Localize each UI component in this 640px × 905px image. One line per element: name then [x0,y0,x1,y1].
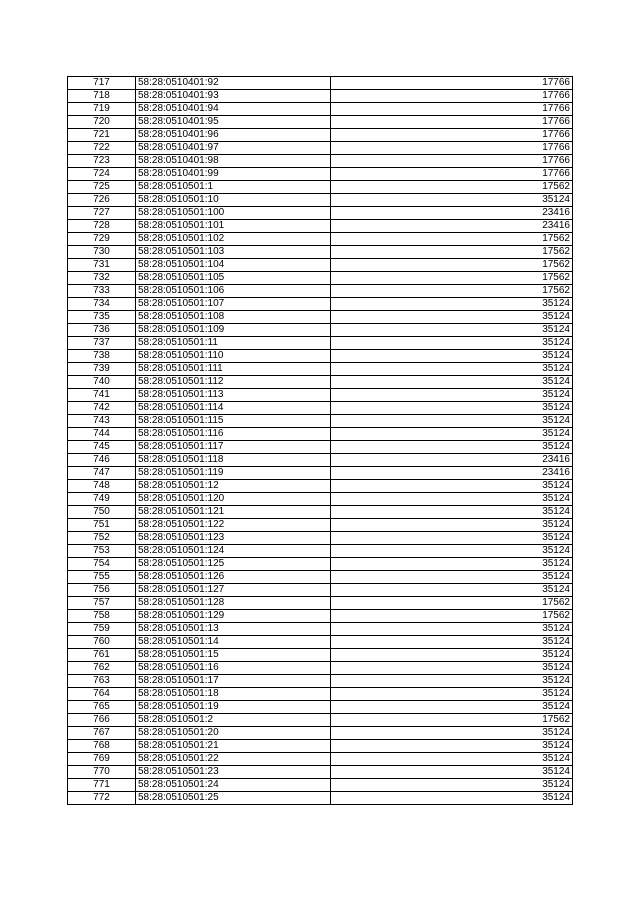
value-cell: 35124 [331,493,573,506]
cadastral-number-cell: 58:28:0510501:100 [136,207,331,220]
table-row [68,532,573,545]
cadastral-number-cell: 58:28:0510501:117 [136,441,331,454]
table-row [68,402,573,415]
value-cell: 23416 [331,454,573,467]
table-row [68,207,573,220]
value-cell: 17562 [331,233,573,246]
parcel-table-body [68,77,573,805]
table-row [68,298,573,311]
table-row [68,233,573,246]
row-number-cell: 718 [68,90,136,103]
value-cell: 35124 [331,623,573,636]
table-row [68,116,573,129]
row-number-cell: 734 [68,298,136,311]
table-row [68,415,573,428]
value-cell: 35124 [331,532,573,545]
table-row [68,285,573,298]
row-number-cell: 717 [68,77,136,90]
table-row [68,168,573,181]
cadastral-number-cell: 58:28:0510501:103 [136,246,331,259]
value-cell: 35124 [331,571,573,584]
row-number-cell: 769 [68,753,136,766]
table-row [68,142,573,155]
value-cell: 23416 [331,467,573,480]
cadastral-number-cell: 58:28:0510501:108 [136,311,331,324]
table-row [68,623,573,636]
row-number-cell: 755 [68,571,136,584]
table-row [68,571,573,584]
row-number-cell: 744 [68,428,136,441]
table-row [68,428,573,441]
table-row [68,662,573,675]
row-number-cell: 738 [68,350,136,363]
row-number-cell: 743 [68,415,136,428]
table-row [68,246,573,259]
cadastral-number-cell: 58:28:0510501:15 [136,649,331,662]
cadastral-number-cell: 58:28:0510501:110 [136,350,331,363]
value-cell: 35124 [331,558,573,571]
table-row [68,311,573,324]
row-number-cell: 762 [68,662,136,675]
table-row [68,597,573,610]
value-cell: 35124 [331,402,573,415]
cadastral-number-cell: 58:28:0510501:19 [136,701,331,714]
table-row [68,220,573,233]
value-cell: 35124 [331,519,573,532]
row-number-cell: 764 [68,688,136,701]
value-cell: 35124 [331,506,573,519]
cadastral-number-cell: 58:28:0510501:116 [136,428,331,441]
cadastral-number-cell: 58:28:0510501:127 [136,584,331,597]
cadastral-number-cell: 58:28:0510501:123 [136,532,331,545]
table-row [68,506,573,519]
cadastral-number-cell: 58:28:0510501:2 [136,714,331,727]
table-row [68,181,573,194]
value-cell: 17766 [331,129,573,142]
table-row [68,259,573,272]
value-cell: 35124 [331,792,573,805]
cadastral-number-cell: 58:28:0510501:105 [136,272,331,285]
cadastral-number-cell: 58:28:0510501:12 [136,480,331,493]
value-cell: 17766 [331,116,573,129]
row-number-cell: 761 [68,649,136,662]
value-cell: 17562 [331,714,573,727]
table-row [68,155,573,168]
row-number-cell: 760 [68,636,136,649]
table-row [68,441,573,454]
row-number-cell: 721 [68,129,136,142]
cadastral-number-cell: 58:28:0510401:96 [136,129,331,142]
table-row [68,545,573,558]
table-row [68,766,573,779]
value-cell: 17562 [331,610,573,623]
cadastral-number-cell: 58:28:0510501:129 [136,610,331,623]
table-row [68,363,573,376]
parcel-table [67,76,573,805]
value-cell: 17562 [331,272,573,285]
row-number-cell: 737 [68,337,136,350]
cadastral-number-cell: 58:28:0510501:1 [136,181,331,194]
row-number-cell: 740 [68,376,136,389]
row-number-cell: 754 [68,558,136,571]
row-number-cell: 747 [68,467,136,480]
row-number-cell: 768 [68,740,136,753]
cadastral-number-cell: 58:28:0510501:115 [136,415,331,428]
row-number-cell: 751 [68,519,136,532]
table-row [68,389,573,402]
value-cell: 17562 [331,259,573,272]
row-number-cell: 757 [68,597,136,610]
row-number-cell: 772 [68,792,136,805]
cadastral-number-cell: 58:28:0510501:109 [136,324,331,337]
row-number-cell: 756 [68,584,136,597]
row-number-cell: 766 [68,714,136,727]
table-row [68,727,573,740]
value-cell: 35124 [331,350,573,363]
cadastral-number-cell: 58:28:0510501:112 [136,376,331,389]
cadastral-number-cell: 58:28:0510501:122 [136,519,331,532]
cadastral-number-cell: 58:28:0510501:21 [136,740,331,753]
table-row [68,90,573,103]
cadastral-number-cell: 58:28:0510501:24 [136,779,331,792]
value-cell: 17766 [331,142,573,155]
table-row [68,350,573,363]
value-cell: 35124 [331,662,573,675]
cadastral-number-cell: 58:28:0510401:94 [136,103,331,116]
table-row [68,792,573,805]
row-number-cell: 745 [68,441,136,454]
cadastral-number-cell: 58:28:0510501:102 [136,233,331,246]
cadastral-number-cell: 58:28:0510501:101 [136,220,331,233]
cadastral-number-cell: 58:28:0510401:93 [136,90,331,103]
value-cell: 35124 [331,688,573,701]
row-number-cell: 763 [68,675,136,688]
value-cell: 17562 [331,246,573,259]
row-number-cell: 741 [68,389,136,402]
cadastral-number-cell: 58:28:0510501:20 [136,727,331,740]
row-number-cell: 758 [68,610,136,623]
cadastral-number-cell: 58:28:0510501:107 [136,298,331,311]
row-number-cell: 719 [68,103,136,116]
table-row [68,558,573,571]
row-number-cell: 729 [68,233,136,246]
row-number-cell: 726 [68,194,136,207]
value-cell: 35124 [331,480,573,493]
table-row [68,493,573,506]
value-cell: 35124 [331,649,573,662]
value-cell: 35124 [331,311,573,324]
table-row [68,584,573,597]
table-row [68,519,573,532]
table-row [68,129,573,142]
cadastral-number-cell: 58:28:0510401:95 [136,116,331,129]
cadastral-number-cell: 58:28:0510501:106 [136,285,331,298]
cadastral-number-cell: 58:28:0510501:18 [136,688,331,701]
row-number-cell: 732 [68,272,136,285]
value-cell: 35124 [331,753,573,766]
table-row [68,675,573,688]
row-number-cell: 723 [68,155,136,168]
value-cell: 35124 [331,389,573,402]
cadastral-number-cell: 58:28:0510501:13 [136,623,331,636]
row-number-cell: 765 [68,701,136,714]
cadastral-number-cell: 58:28:0510501:120 [136,493,331,506]
row-number-cell: 771 [68,779,136,792]
cadastral-number-cell: 58:28:0510401:99 [136,168,331,181]
cadastral-number-cell: 58:28:0510501:114 [136,402,331,415]
row-number-cell: 750 [68,506,136,519]
value-cell: 17562 [331,181,573,194]
cadastral-number-cell: 58:28:0510501:113 [136,389,331,402]
cadastral-number-cell: 58:28:0510501:126 [136,571,331,584]
cadastral-number-cell: 58:28:0510501:104 [136,259,331,272]
row-number-cell: 728 [68,220,136,233]
value-cell: 35124 [331,701,573,714]
table-row [68,337,573,350]
value-cell: 17766 [331,168,573,181]
cadastral-number-cell: 58:28:0510501:111 [136,363,331,376]
table-row [68,610,573,623]
value-cell: 35124 [331,766,573,779]
cadastral-number-cell: 58:28:0510501:118 [136,454,331,467]
value-cell: 35124 [331,428,573,441]
row-number-cell: 735 [68,311,136,324]
table-row [68,272,573,285]
table-row [68,688,573,701]
table-row [68,467,573,480]
cadastral-number-cell: 58:28:0510501:22 [136,753,331,766]
row-number-cell: 720 [68,116,136,129]
row-number-cell: 748 [68,480,136,493]
value-cell: 35124 [331,584,573,597]
table-row [68,454,573,467]
row-number-cell: 724 [68,168,136,181]
row-number-cell: 752 [68,532,136,545]
table-row [68,194,573,207]
table-row [68,649,573,662]
value-cell: 17562 [331,285,573,298]
row-number-cell: 759 [68,623,136,636]
row-number-cell: 736 [68,324,136,337]
cadastral-number-cell: 58:28:0510501:16 [136,662,331,675]
cadastral-number-cell: 58:28:0510501:25 [136,792,331,805]
table-row [68,701,573,714]
cadastral-number-cell: 58:28:0510501:17 [136,675,331,688]
row-number-cell: 727 [68,207,136,220]
value-cell: 17766 [331,155,573,168]
cadastral-number-cell: 58:28:0510501:128 [136,597,331,610]
table-row [68,324,573,337]
value-cell: 35124 [331,337,573,350]
table-row [68,714,573,727]
value-cell: 17766 [331,77,573,90]
value-cell: 35124 [331,324,573,337]
cadastral-number-cell: 58:28:0510501:119 [136,467,331,480]
table-row [68,779,573,792]
value-cell: 17766 [331,90,573,103]
value-cell: 35124 [331,363,573,376]
value-cell: 35124 [331,727,573,740]
cadastral-number-cell: 58:28:0510501:10 [136,194,331,207]
row-number-cell: 733 [68,285,136,298]
row-number-cell: 730 [68,246,136,259]
value-cell: 35124 [331,740,573,753]
table-row [68,740,573,753]
value-cell: 35124 [331,194,573,207]
cadastral-number-cell: 58:28:0510501:14 [136,636,331,649]
value-cell: 23416 [331,207,573,220]
cadastral-number-cell: 58:28:0510401:92 [136,77,331,90]
table-row [68,480,573,493]
value-cell: 23416 [331,220,573,233]
row-number-cell: 731 [68,259,136,272]
value-cell: 35124 [331,779,573,792]
cadastral-number-cell: 58:28:0510501:121 [136,506,331,519]
cadastral-number-cell: 58:28:0510501:11 [136,337,331,350]
cadastral-number-cell: 58:28:0510501:124 [136,545,331,558]
cadastral-number-cell: 58:28:0510501:23 [136,766,331,779]
row-number-cell: 742 [68,402,136,415]
value-cell: 35124 [331,545,573,558]
value-cell: 35124 [331,441,573,454]
table-row [68,103,573,116]
value-cell: 35124 [331,415,573,428]
value-cell: 35124 [331,376,573,389]
row-number-cell: 725 [68,181,136,194]
value-cell: 35124 [331,675,573,688]
value-cell: 35124 [331,636,573,649]
table-row [68,376,573,389]
table-row [68,753,573,766]
row-number-cell: 722 [68,142,136,155]
cadastral-number-cell: 58:28:0510401:98 [136,155,331,168]
row-number-cell: 770 [68,766,136,779]
row-number-cell: 767 [68,727,136,740]
row-number-cell: 749 [68,493,136,506]
table-row [68,77,573,90]
cadastral-number-cell: 58:28:0510401:97 [136,142,331,155]
row-number-cell: 739 [68,363,136,376]
value-cell: 35124 [331,298,573,311]
row-number-cell: 753 [68,545,136,558]
cadastral-number-cell: 58:28:0510501:125 [136,558,331,571]
value-cell: 17562 [331,597,573,610]
value-cell: 17766 [331,103,573,116]
table-row [68,636,573,649]
row-number-cell: 746 [68,454,136,467]
